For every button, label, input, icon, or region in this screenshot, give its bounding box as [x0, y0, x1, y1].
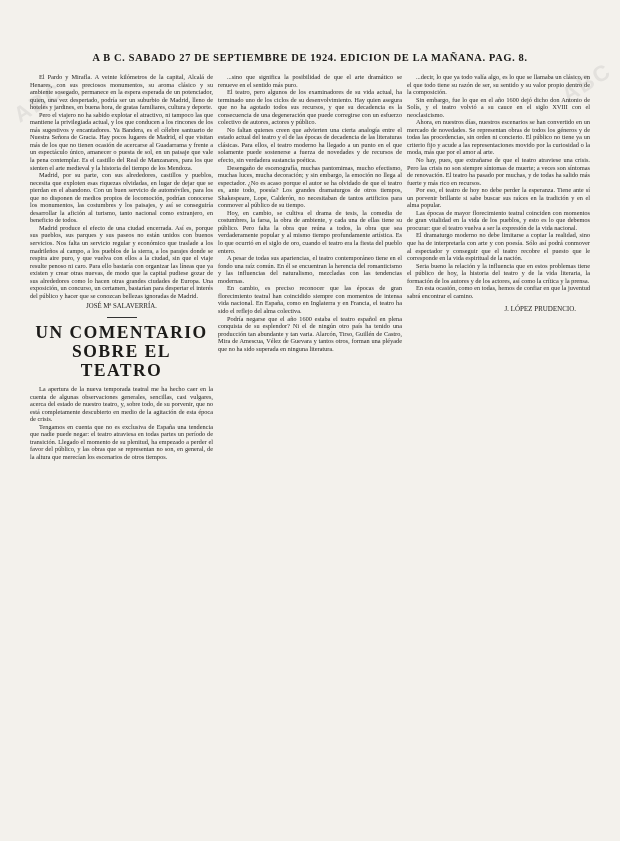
col1-paragraph: El Pardo y Mirafla. A veinte kilómetros de la capital, Alcalá de Henares, con sus preciosos monumentos, su aroma clásico y su ambiente sosegado, permanece en la espera esperada de un potenciador, quien, una vez despertado, podría ser un suburbio de Madrid, lleno de hoteles y jardines, en buena hora, de gratas familiares, cultura y deporte. [30, 74, 213, 112]
col3-paragraph: Seria bueno la relación y la influencia que en estos problemas tiene el público de hoy, la historia del teatro y de la vida literaria, la formación de los autores y de los actores, así como la crítica y la prensa. [407, 262, 590, 285]
watermark-right: ABC [557, 57, 616, 108]
col2-paragraph: Hoy, en cambio, se cultiva el drama de tesis, la comedia de costumbres, la farsa, la obra de ambiente, y cada una de ellas tiene su público. Pero falta la obra que reúna a todos, la obra que sea verdaderamente popular y al mismo tiempo profundamente artística. Es lo que ocurrió en el siglo de oro, cuando el teatro era la fiesta del pueblo entero. [218, 209, 402, 255]
col2-paragraph: Desengaño de escenografía, muchas pantomimas, mucho efectismo, muchas luces, mucha decoración; y sin embargo, la emoción no llega al espectador. ¿No es acaso porque el autor se ha olvidado de que el teatro es, ante todo, poesía? Los grandes dramaturgos de otros tiempos, Shakespeare, Lope, Calderón, no necesitaban de tantos artificios para conmover al público de su tiempo. [218, 164, 402, 210]
author-signature-salaverria: JOSÉ Mª SALAVERRÍA. [86, 303, 157, 311]
author-signature-lopez-prudencio: J. LÓPEZ PRUDENCIO. [504, 305, 576, 314]
col2-paragraph: No faltan quienes creen que advierten una cierta analogía entre el estado actual del teatro y el de las épocas de decadencia de las literaturas clásicas. Para ellos, el teatro moderno ha llegado a un punto en el que solamente puede sostenerse a fuerza de novedades y de recursos de efecto, sin verdadera sustancia poética. [218, 126, 402, 165]
col3-paragraph: En esta ocasión, como en todas, hemos de confiar en que la juventud sabrá encontrar el camino. [407, 285, 590, 300]
col2-paragraph: Podría negarse que el año 1600 estaba el teatro español en plena conquista de su esplendor? Ni el de ningún otro país ha tenido una producción tan abundante y tan varia. Alarcón, Tirso, Guillén de Castro, Mira de Amescua, Vélez de Guevara y tantos otros, forman una pléyade que no ha sido superada en ninguna literatura. [218, 315, 402, 353]
column-2 [218, 74, 402, 834]
col3-paragraph: No hay, pues, que extrañarse de que el teatro atraviese una crisis. Pero las crisis no son siempre síntomas de muerte; a veces son síntomas de renovación. El teatro ha pasado por muchas, y de todas ha salido más fuerte y más rico en recursos. [407, 157, 590, 187]
col1-paragraph: Madrid produce el efecto de una ciudad encerrada. Así es, porque sus pueblos, sus parques y sus paseos no están unidos con buenos servicios. Nos falta un servicio regular y económico que traslade a los madrileños al campo, a los pueblos de la sierra, a los parajes donde se respira aire puro, y que vuelva con ellos a la ciudad, sin que el viaje resulte penoso ni caro. Para ello bastaría con organizar las líneas que ya existen y crear otras nuevas, de modo que la capital pudiese gozar de sus alrededores como lo hacen otras grandes ciudades de Europa. Una exposición, un concurso, un certamen, bastarían para despertar el interés del público y hacer que se conozcan bellezas ignoradas de Madrid. [30, 224, 213, 300]
col3-paragraph: Sin embargo, fue lo que en el año 1600 dejó dicho don Antonio de Solís, y el teatro volvió a su cauce en el siglo XVIII con el neoclasicismo. [407, 96, 590, 119]
col1b-paragraph: La apertura de la nueva temporada teatral me ha hecho caer en la cuenta de algunas observaciones generales, sencillas, casi vulgares, acerca del estado de nuestro teatro, y, sobre todo, de su porvenir, que no está completamente descubierto en medio de la agitación de esta época de crisis. [30, 385, 213, 424]
column-1 [30, 74, 213, 834]
col2-paragraph: El teatro, pero algunos de los examinadores de su vida actual, ha terminado uno de los ciclos de su desenvolvimiento. Hay quien asegura que no ha agotado todos sus recursos, y que su decadencia es la consecuencia de una degeneración que puede corregirse con un esfuerzo colectivo de autores, actores y público. [218, 89, 402, 127]
divider [107, 317, 137, 318]
watermark-left: ABC [9, 77, 68, 128]
col2-paragraph: En cambio, es preciso reconocer que las épocas de gran florecimiento teatral han coincidido siempre con momentos de intensa vida nacional. En España, como en Inglaterra y en Francia, el teatro ha sido el reflejo del alma colectiva. [218, 285, 402, 315]
col3-paragraph: Ahora, en nuestros días, nuestros escenarios se han convertido en un mercado de novedades. Se representan obras de todos los géneros y de todas las procedencias, sin orden ni concierto. El público no tiene ya un criterio fijo y acude a las representaciones movido por la curiosidad o la moda, más que por el amor al arte. [407, 119, 590, 157]
col3-paragraph: ...decir, lo que ya todo valía algo, es lo que se llamaba un clásico, en el que todo tiene su razón de ser, su sentido y su valor propio dentro de la composición. [407, 74, 590, 97]
col2-paragraph: A pesar de todas sus apariencias, el teatro contemporáneo tiene en el fondo una raíz común. En él se encuentran la herencia del romanticismo y las influencias del naturalismo, mezcladas con las tendencias modernas. [218, 255, 402, 285]
page-header: A B C. SABADO 27 DE SEPTIEMBRE DE 1924. EDICION DE LA MAÑANA. PAG. 8. [92, 53, 528, 64]
col2-paragraph: ...sino que significa la posibilidad de que el arte dramático se renueve en el sentido más puro. [218, 74, 402, 89]
col3-paragraph: El dramaturgo moderno no debe limitarse a copiar la realidad, sino que ha de interpretarla con arte y con poesía. Sólo así podrá conmover al espectador y conseguir que el teatro recobre el puesto que le corresponde en la vida espiritual de la nación. [407, 232, 590, 263]
col3-paragraph: Por eso, el teatro de hoy no debe perder la esperanza. Tiene ante sí un porvenir brillante si sabe buscar sus raíces en la tradición y en el alma popular. [407, 187, 590, 210]
col1-paragraph: Madrid, por su parte, con sus alrededores, castillos y pueblos, necesita que exploten esas riquezas olvidadas, en lugar de dejar que se pierdan en el abandono. Con un buen servicio de automóviles, para los que no disponen de medios propios de locomoción, podrían conocerse los monumentos, las costumbres y los paisajes, y así se conseguiría desarrollar la afición al turismo, tanto nacional como extranjero, en beneficio de todos. [30, 172, 213, 225]
col1-paragraph: Pero el viajero no ha sabido explotar el atractivo, ni tampoco las que mantiene la privilegiada actual, y los que conducen a los rincones de los más sugestivos y encantadores. Ya Bandera, es el célebre santuario de Nuestra Señora de Gracia. Hay pocos lugares de Madrid, el que visitan más de los que no tienen ocasión de acercarse al Guadarrama y frente a un espectáculo único, amanecer o puesta de sol, en un paisaje que vale la pena contemplar. Es el castillo del Real de Manzanares, para los que sienten el arte medieval y la historia del tiempo de los Mendoza. [30, 111, 213, 172]
col3-paragraph: Las épocas de mayor florecimiento teatral coinciden con momentos de gran vitalidad en la vida de los pueblos, y esto es lo que debemos procurar: que el teatro vuelva a ser la expresión de la vida nacional. [407, 209, 590, 232]
column-3 [407, 74, 590, 834]
col1b-paragraph: Tengamos en cuenta que no es exclusiva de España una tendencia que nadie puede negar: el teatro atraviesa en todas partes un período de transición. Llegado el momento de su plenitud, ha empezado a perder el favor del público, y las obras que se representan no son, en general, de la altura que merecían los escenarios de otros tiempos. [30, 423, 213, 461]
article-title: UN COMENTARIO SOBRE EL TEATRO [35, 321, 208, 380]
